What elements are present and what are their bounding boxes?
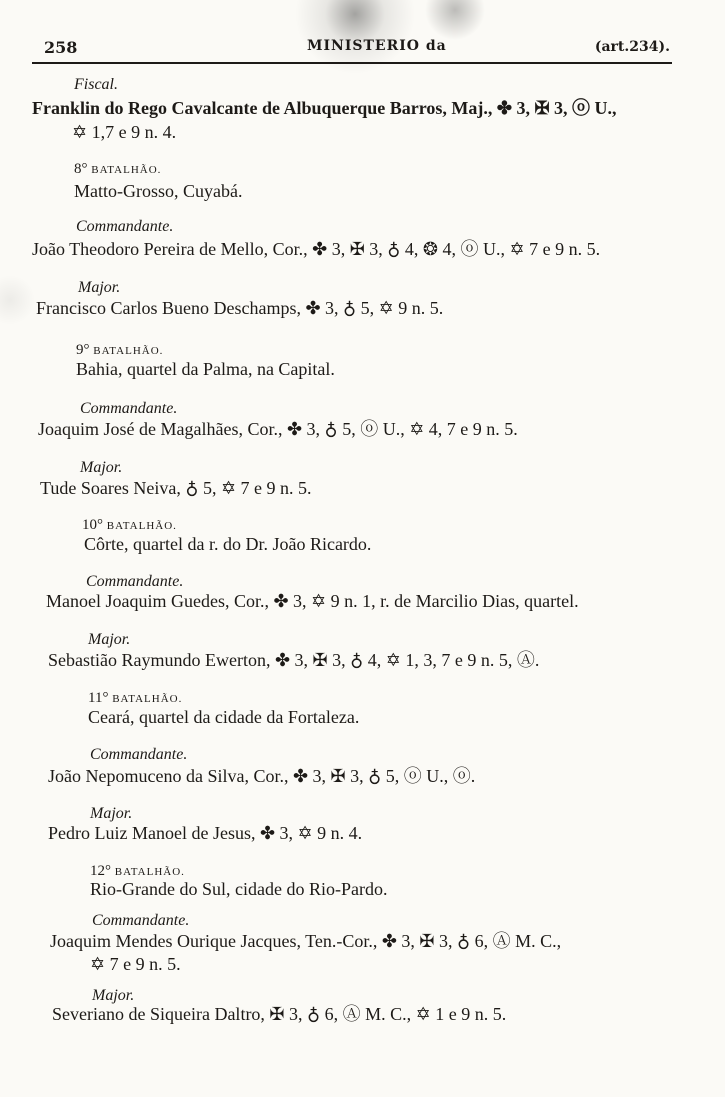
role-label: Commandante. xyxy=(76,218,174,235)
entry-line: Joaquim José de Magalhães, Cor., ✤ 3, ♁ 5, ⓞ U., ✡ 4, 7 e 9 n. 5. xyxy=(38,419,518,439)
battalion-label: BATALHÃO. xyxy=(106,520,177,532)
entry-line: Pedro Luiz Manoel de Jesus, ✤ 3, ✡ 9 n. 4. xyxy=(48,823,363,843)
battalion-label: BATALHÃO. xyxy=(91,164,162,176)
role-label: Commandante. xyxy=(80,400,178,417)
battalion-label: BATALHÃO. xyxy=(112,693,183,705)
entry-line: Sebastião Raymundo Ewerton, ✤ 3, ✠ 3, ♁ 4, ✡ 1, 3, 7 e 9 n. 5, Ⓐ. xyxy=(48,650,540,670)
role-label: Major. xyxy=(88,631,131,648)
entry-line: Manoel Joaquim Guedes, Cor., ✤ 3, ✡ 9 n. 1, r. de Marcilio Dias, quartel. xyxy=(46,591,579,611)
battalion-number: 8° xyxy=(74,161,88,177)
entry-line: Franklin do Rego Cavalcante de Albuquerque Barros, Maj., ✤ 3, ✠ 3, ⓞ U., xyxy=(32,98,617,118)
location-line: Matto-Grosso, Cuyabá. xyxy=(74,181,243,201)
location-line: Rio-Grande do Sul, cidade do Rio-Pardo. xyxy=(90,879,388,899)
entry-line: Tude Soares Neiva, ♁ 5, ✡ 7 e 9 n. 5. xyxy=(40,478,312,498)
battalion-number: 10° xyxy=(82,517,103,533)
running-header xyxy=(32,36,672,64)
entry-line: Francisco Carlos Bueno Deschamps, ✤ 3, ♁ 5, ✡ 9 n. 5. xyxy=(36,298,444,318)
location-line: Côrte, quartel da r. do Dr. João Ricardo. xyxy=(84,534,372,554)
battalion-number: 12° xyxy=(90,863,111,879)
header-title: MINISTERIO da xyxy=(307,38,447,54)
role-label: Major. xyxy=(80,459,123,476)
entry-line: Joaquim Mendes Ourique Jacques, Ten.-Cor., ✤ 3, ✠ 3, ♁ 6, Ⓐ M. C., xyxy=(50,931,562,951)
role-label: Major. xyxy=(92,987,135,1004)
role-label: Commandante. xyxy=(92,912,190,929)
role-label: Major. xyxy=(78,279,121,296)
entry-line: ✡ 7 e 9 n. 5. xyxy=(90,954,181,974)
article-reference: (art.234). xyxy=(594,39,670,55)
battalion-number: 11° xyxy=(88,690,109,706)
battalion-label: BATALHÃO. xyxy=(93,345,164,357)
battalion-number: 9° xyxy=(76,342,90,358)
location-line: Ceará, quartel da cidade da Fortaleza. xyxy=(88,707,360,727)
role-label: Fiscal. xyxy=(74,76,118,93)
entry-line: João Nepomuceno da Silva, Cor., ✤ 3, ✠ 3, ♁ 5, ⓞ U., ⓞ. xyxy=(48,766,476,786)
location-line: Bahia, quartel da Palma, na Capital. xyxy=(76,359,335,379)
entry-line: Severiano de Siqueira Daltro, ✠ 3, ♁ 6, Ⓐ M. C., ✡ 1 e 9 n. 5. xyxy=(52,1004,507,1024)
role-label: Commandante. xyxy=(90,746,188,763)
battalion-heading xyxy=(74,158,161,181)
role-label: Major. xyxy=(90,805,133,822)
entry-line: ✡ 1,7 e 9 n. 4. xyxy=(72,122,177,142)
entry-line: João Theodoro Pereira de Mello, Cor., ✤ 3, ✠ 3, ♁ 4, ❂ 4, ⓞ U., ✡ 7 e 9 n. 5. xyxy=(32,239,601,259)
role-label: Commandante. xyxy=(86,573,184,590)
battalion-label: BATALHÃO. xyxy=(114,866,185,878)
page-number: 258 xyxy=(44,38,78,57)
